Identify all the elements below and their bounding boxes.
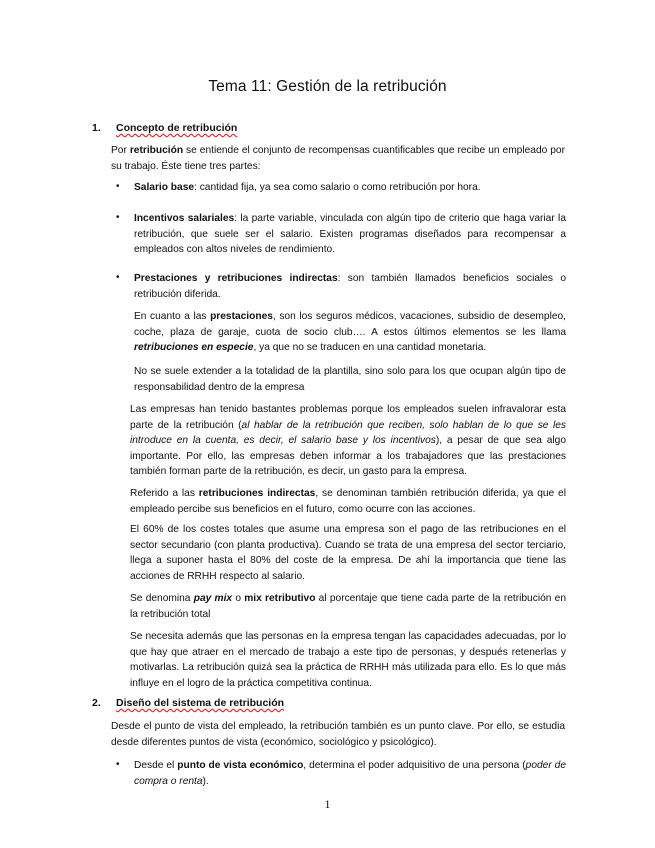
bullet-incentivos: Incentivos salariales: la parte variable, vinculada con algún tipo de criterio que haga variar la retribución, que suele ser el salario. Existen programas diseñados para recompensar a empleados con altos niveles de rendimiento.: [134, 213, 566, 256]
page-title: Tema 11: Gestión de la retribución: [208, 78, 447, 95]
section-2-intro: Desde el punto de vista del empleado, la retribución también es un punto clave. Por ello, se estudia desde diferentes puntos de vista (económico, sociológico y psicológico).: [111, 721, 565, 748]
section-title: Concepto de retribución: [116, 122, 238, 134]
section-title: Diseño del sistema de retribución: [116, 697, 285, 709]
bullet-icon: •: [116, 759, 120, 770]
bullet-icon: •: [116, 181, 120, 192]
bullet-economico: Desde el punto de vista económico, determina el poder adquisitivo de una persona (poder de compra o renta).: [134, 760, 567, 787]
extension-paragraph: No se suele extender a la totalidad de la plantilla, sino solo para los que ocupan algún tipo de responsabilidad dentro de la empresa: [134, 366, 566, 393]
section-number: 2.: [92, 697, 101, 709]
costes-paragraph: El 60% de los costes totales que asume una empresa son el pago de las retribuciones en el sector secundario (con planta productiva). Cuando se trata de una empresa del sector terciario, llega a suponer hasta el 80% del coste de la empresa. De ahí la importancia que tiene las acciones de RRHH respecto al salario.: [130, 524, 566, 582]
referido-paragraph: Referido a las retribuciones indirectas, se denominan también retribución diferida, ya que el empleado percibe sus beneficios en el futuro, como ocurre con las acciones.: [130, 488, 566, 515]
section-number: 1.: [92, 122, 101, 134]
bullet-icon: •: [116, 212, 120, 223]
intro-paragraph: Por retribución se entiende el conjunto de recompensas cuantificables que recibe un empleado por su trabajo. Éste tiene tres partes:: [111, 145, 565, 172]
capacidades-paragraph: Se necesita además que las personas en la empresa tengan las capacidades adecuadas, por lo que hay que atraer en el mercado de trabajo a este tipo de personas, y después retenerlas y motivarlas. La retribución quizá sea la práctica de RRHH más utilizada para ello. Es lo que más influye en el logro de la práctica competitiva continua.: [130, 631, 566, 689]
bullet-salario-base: Salario base: cantidad fija, ya sea como salario o como retribución por hora.: [134, 182, 481, 193]
pay-mix-paragraph: Se denomina pay mix o mix retributivo al porcentaje que tiene cada parte de la retribución en la retribución total: [130, 593, 566, 620]
bullet-icon: •: [116, 272, 120, 283]
empresas-paragraph: Las empresas han tenido bastantes problemas porque los empleados suelen infravalorar esta parte de la retribución (al hablar de la retribución que reciben, solo hablan de lo que se les introduce en la cuenta, es decir, el salario base y los incentivos), a pesar de que sea algo importante. Por ello, las empresas deben informar a los trabajadores que las prestaciones también forman parte de la retribución, es decir, un gasto para la empresa.: [130, 404, 566, 478]
page-number: 1: [324, 797, 331, 811]
prestaciones-paragraph: En cuanto a las prestaciones, son los seguros médicos, vacaciones, subsidio de desempleo, coche, plaza de garaje, cuota de socio club…. A estos últimos elementos se les llama retribuciones en especie, ya que no se traducen en una cantidad monetaria.: [134, 311, 567, 354]
bullet-prestaciones: Prestaciones y retribuciones indirectas: son también llamados beneficios sociales o retribución diferida.: [134, 273, 566, 300]
